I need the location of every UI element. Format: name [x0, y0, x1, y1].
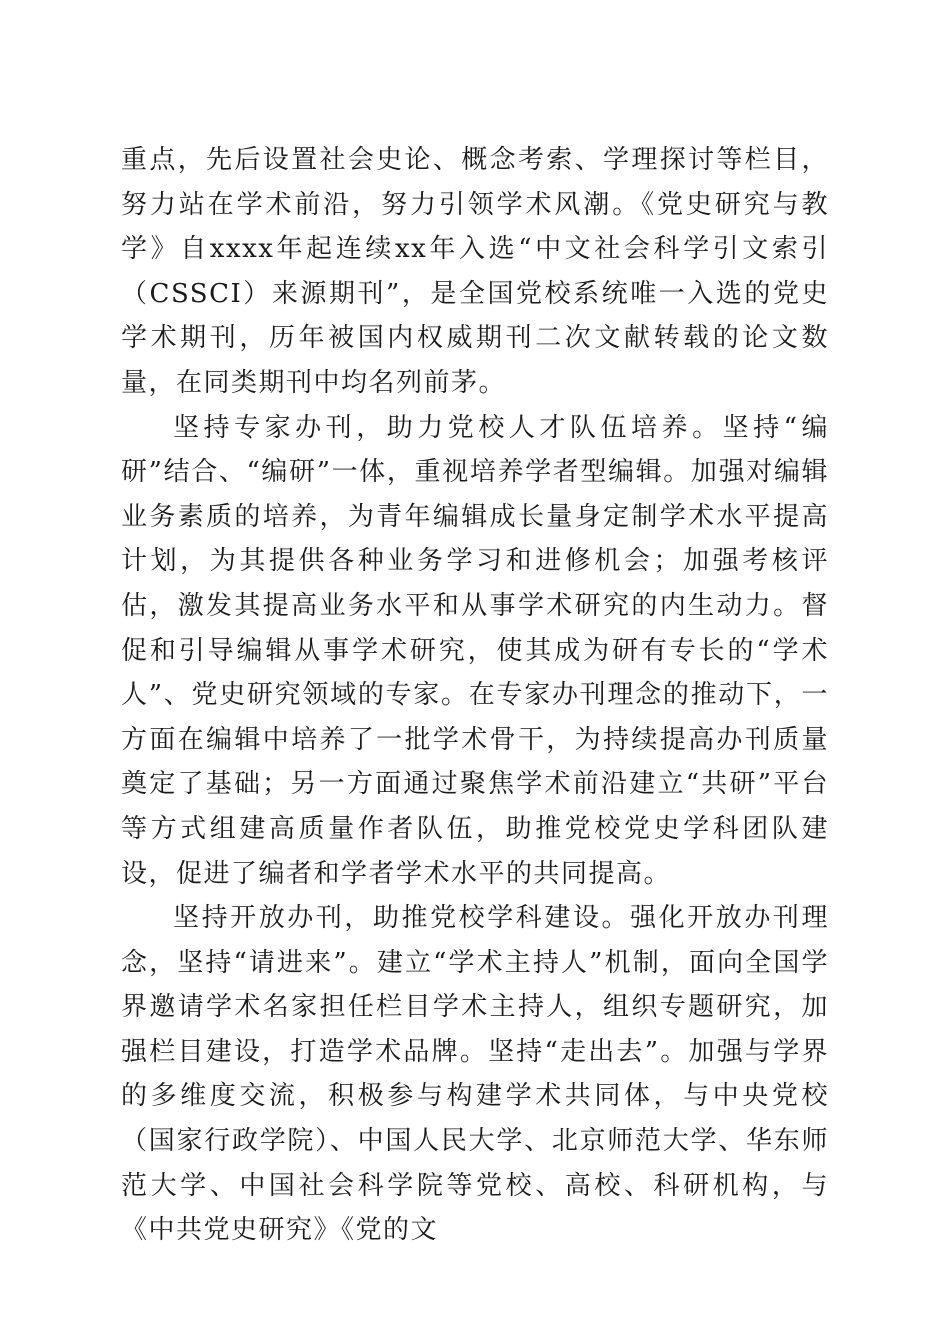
paragraph-expert-editing: 坚持专家办刊，助力党校人才队伍培养。坚持“编研”结合、“编研”一体，重视培养学者型编辑。加强对编辑业务素质的培养，为青年编辑成长量身定制学术水平提高计划，为其提供各种业务学习和进修机会；加强考核评估，激发其提高业务水平和从事学术研究的内生动力。督促和引导编辑从事学术研究，使其成为研有专长的“学术人”、党史研究领域的专家。在专家办刊理念的推动下，一方面在编辑中培养了一批学术骨干，为持续提高办刊质量奠定了基础；另一方面通过聚焦学术前沿建立“共研”平台等方式组建高质量作者队伍，助推党校党史学科团队建设，促进了编者和学者学术水平的共同提高。	[121, 412, 829, 889]
body-text	[121, 138, 829, 1253]
paragraph-continuation: 重点，先后设置社会史论、概念考索、学理探讨等栏目，努力站在学术前沿，努力引领学术风潮。《党史研究与教学》自xxxx年起连续xx年入选“中文社会科学引文索引（CSSCI）来源期刊”，是全国党校系统唯一入选的党史学术期刊，历年被国内权威期刊二次文献转载的论文数量，在同类期刊中均名列前茅。	[121, 145, 829, 398]
paragraph-open-editing: 坚持开放办刊，助推党校学科建设。强化开放办刊理念，坚持“请进来”。建立“学术主持人”机制，面向全国学界邀请学术名家担任栏目学术主持人，组织专题研究，加强栏目建设，打造学术品牌。坚持“走出去”。加强与学界的多维度交流，积极参与构建学术共同体，与中央党校（国家行政学院）、中国人民大学、北京师范大学、华东师范大学、中国社会科学院等党校、高校、科研机构，与《中共党史研究》《党的文	[121, 903, 829, 1246]
